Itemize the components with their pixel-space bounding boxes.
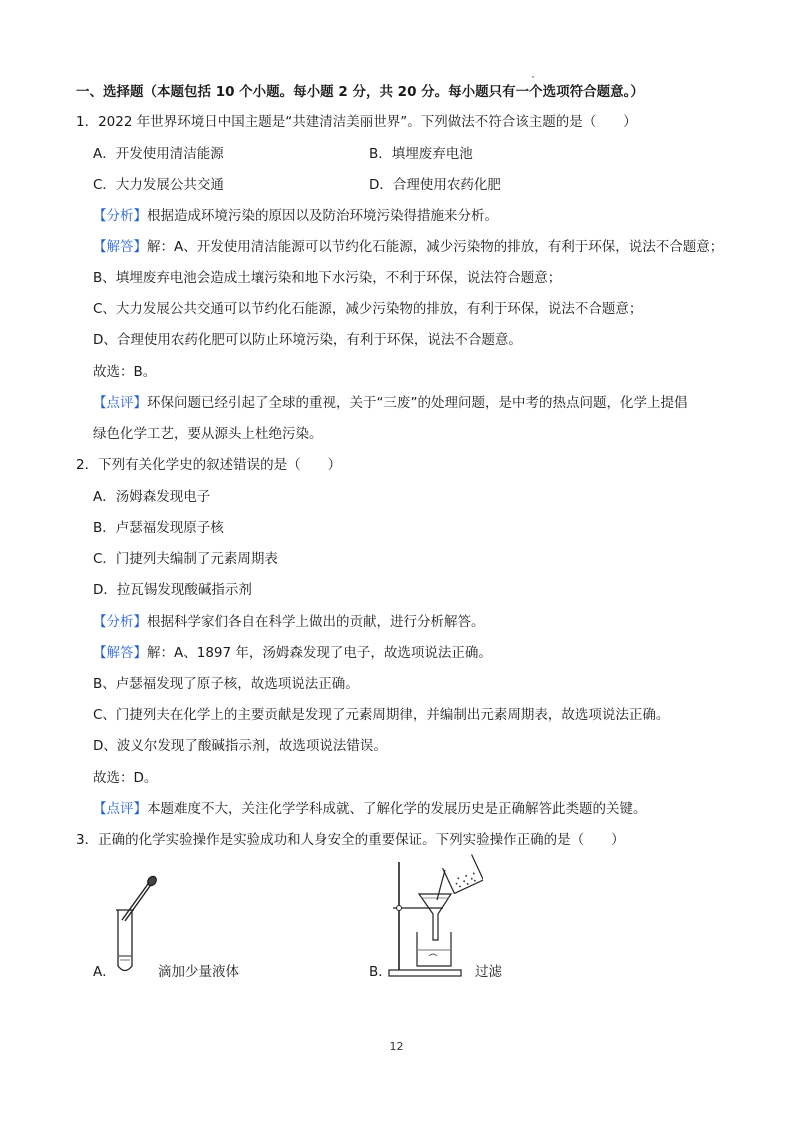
- section-header: 一、选择题（本题包括 10 个小题。每小题 2 分，共 20 分。每小题只有一个选项符合题意。）: [76, 84, 644, 100]
- q3-option-a-letter: A．: [93, 964, 116, 980]
- q1-answer-line-4: D、合理使用农药化肥可以防止环境污染，有利于环保，说法不合题意。: [93, 332, 522, 348]
- q2-option-b: B．卢瑟福发现原子核: [93, 520, 224, 536]
- q3-option-a-caption: 滴加少量液体: [158, 964, 239, 980]
- q1-comment-line-1: [93, 393, 688, 413]
- q2-comment: [93, 799, 647, 819]
- q1-answer-line-2: B、填埋废弃电池会造成土壤污染和地下水污染，不利于环保，说法符合题意；: [93, 270, 562, 286]
- comment-tag: 【点评】: [93, 395, 147, 411]
- q2-answer-line-4: D、波义尔发现了酸碱指示剂，故选项说法错误。: [93, 738, 387, 754]
- q2-answer-line-2: B、卢瑟福发现了原子核，故选项说法正确。: [93, 676, 359, 692]
- answer-tag: 【解答】: [93, 645, 147, 661]
- page-number: 12: [389, 1040, 404, 1053]
- q2-option-d: D．拉瓦锡发现酸碱指示剂: [93, 582, 252, 598]
- q1-answer-line-3: C、大力发展公共交通可以节约化石能源，减少污染物的排放，有利于环保，说法不合题意；: [93, 301, 643, 317]
- q2-answer-line-3: C、门捷列夫在化学上的主要贡献是发现了元素周期律，并编制出元素周期表，故选项说法正确。: [93, 707, 670, 723]
- q2-analysis: [93, 612, 485, 632]
- q2-option-a: A．汤姆森发现电子: [93, 489, 211, 505]
- q1-analysis: [93, 206, 498, 226]
- answer-text: 解：A、开发使用清洁能源可以节约化石能源，减少污染物的排放，有利于环保，说法不合题意；: [147, 239, 724, 255]
- q2-answer-line-1: [93, 643, 492, 663]
- filtration-figure: [383, 854, 483, 980]
- q2-stem: 2．下列有关化学史的叙述错误的是（ ）: [76, 457, 342, 473]
- analysis-tag: 【分析】: [93, 614, 147, 630]
- q1-stem: 1．2022 年世界环境日中国主题是“共建清洁美丽世界”。下列做法不符合该主题的是（ ）: [76, 114, 637, 130]
- answer-tag: 【解答】: [93, 239, 147, 255]
- analysis-text: 根据科学家们各自在科学上做出的贡献，进行分析解答。: [147, 614, 485, 630]
- analysis-tag: 【分析】: [93, 208, 147, 224]
- q1-comment-line-2: 绿色化学工艺，要从源头上杜绝污染。: [93, 426, 323, 442]
- q1-option-d: D．合理使用农药化肥: [369, 177, 501, 193]
- stray-dot: [532, 76, 534, 78]
- q3-option-b-caption: 过滤: [475, 964, 502, 980]
- q2-answer-choice: 故选：D。: [93, 770, 158, 786]
- q2-option-c: C．门捷列夫编制了元素周期表: [93, 551, 278, 567]
- comment-text: 环保问题已经引起了全球的重视，关于“三废”的处理问题，是中考的热点问题，化学上提倡: [147, 395, 688, 411]
- q3-option-b-letter: B．: [369, 964, 392, 980]
- q3-stem: 3．正确的化学实验操作是实验成功和人身安全的重要保证。下列实验操作正确的是（ ）: [76, 832, 625, 848]
- answer-text: 解：A、1897 年，汤姆森发现了电子，故选项说法正确。: [147, 645, 492, 661]
- dropper-test-tube-figure: [108, 874, 164, 978]
- comment-tag: 【点评】: [93, 801, 147, 817]
- q1-answer-choice: 故选：B。: [93, 364, 157, 380]
- comment-text: 本题难度不大，关注化学学科成就、了解化学的发展历史是正确解答此类题的关键。: [147, 801, 647, 817]
- q1-answer-line-1: [93, 237, 723, 257]
- q1-option-b: B．填埋废弃电池: [369, 146, 473, 162]
- q1-option-a: A．开发使用清洁能源: [93, 146, 224, 162]
- analysis-text: 根据造成环境污染的原因以及防治环境污染得措施来分析。: [147, 208, 498, 224]
- q1-option-c: C．大力发展公共交通: [93, 177, 224, 193]
